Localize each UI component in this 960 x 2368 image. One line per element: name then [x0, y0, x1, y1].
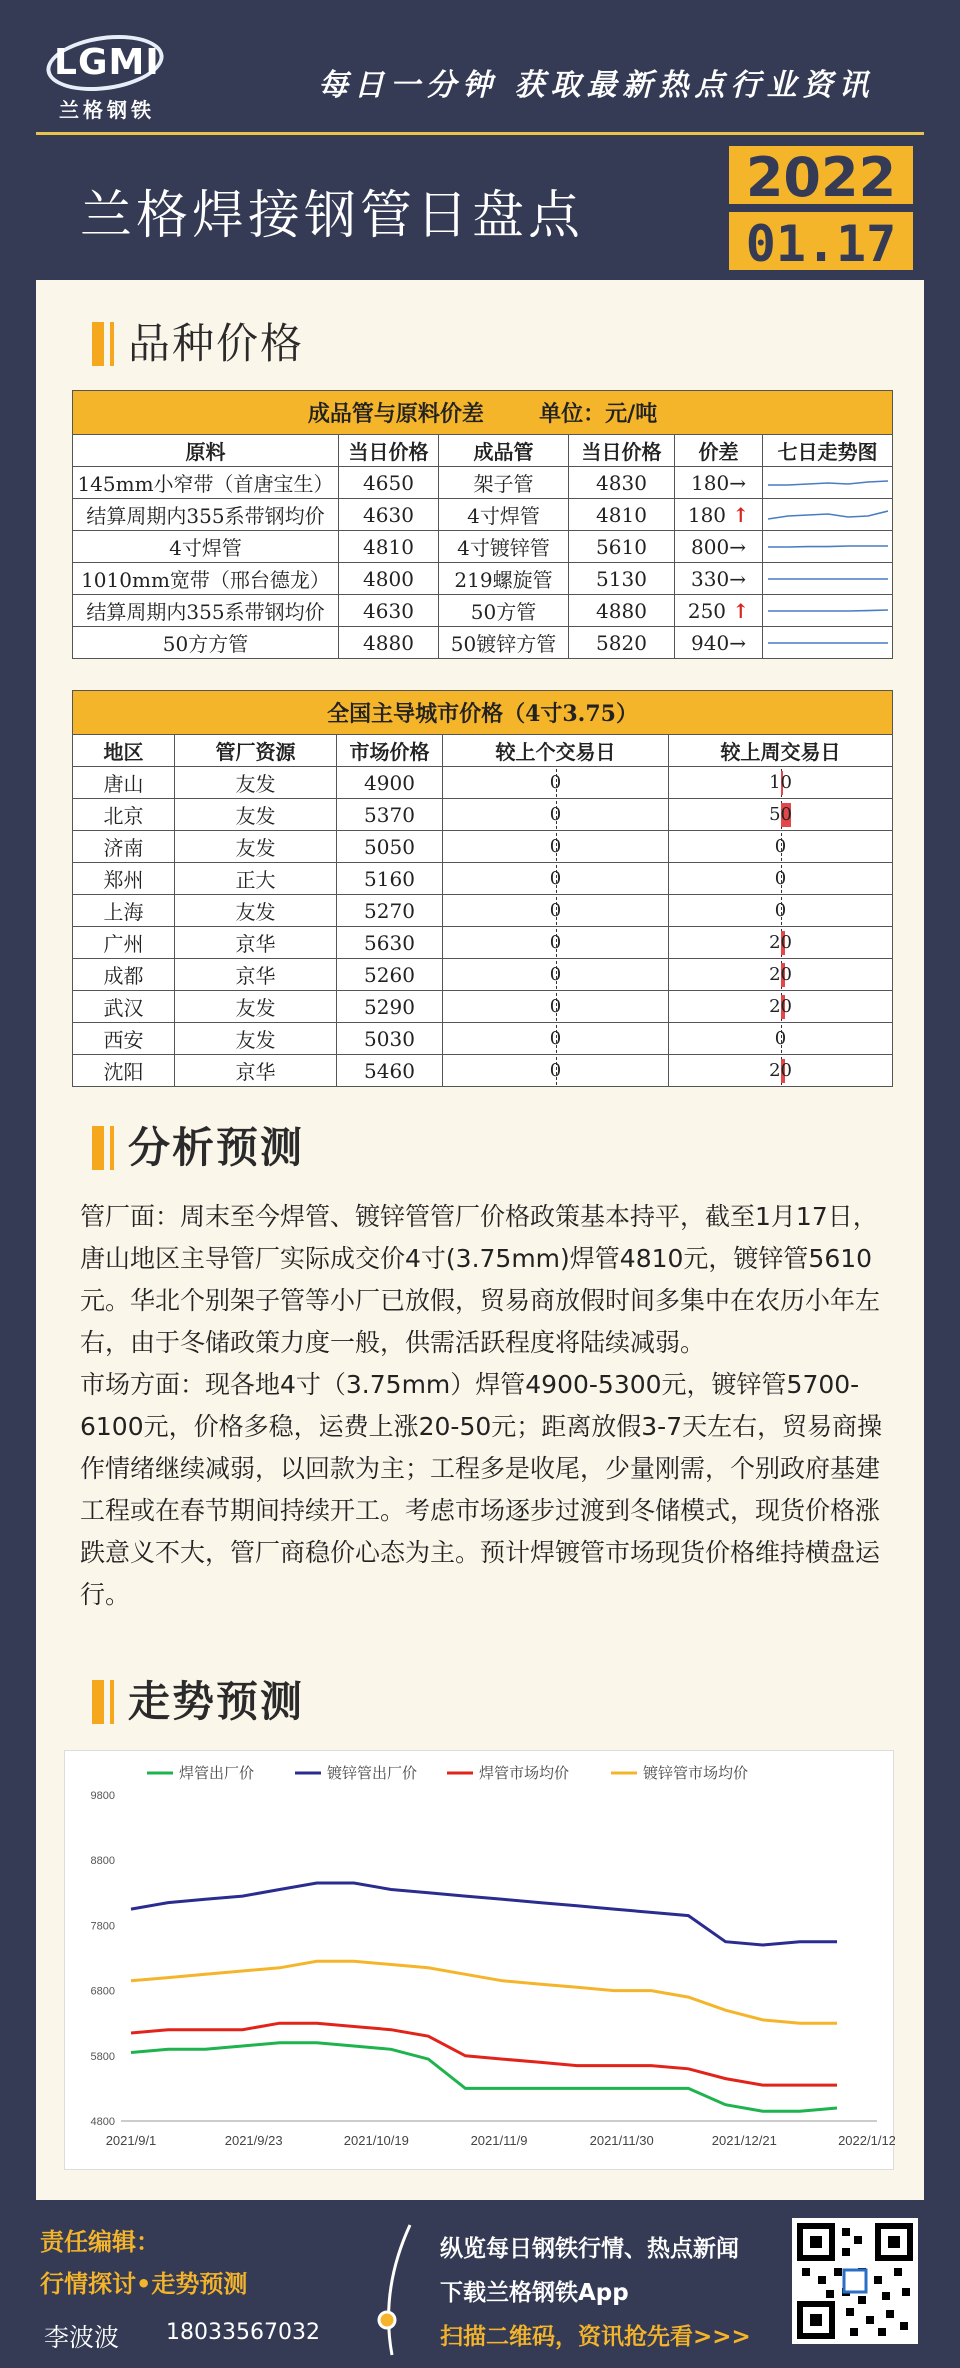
raw-material-cell: 结算周期内355系带钢均价 — [73, 595, 339, 627]
spread-value: 940→ — [691, 630, 746, 655]
change-week-cell — [669, 927, 893, 959]
col-header: 当日价格 — [569, 435, 675, 467]
mill-cell: 京华 — [175, 959, 337, 991]
spread-cell — [675, 467, 763, 499]
page-title: 兰格焊接钢管日盘点 — [80, 186, 585, 246]
y-tick-label: 4800 — [90, 2116, 115, 2128]
legend-label: 镀锌管出厂价 — [327, 1764, 418, 1782]
section-marker-icon — [92, 322, 104, 366]
change-week-cell — [669, 1055, 893, 1087]
city-cell: 西安 — [73, 1023, 175, 1055]
mill-cell: 正大 — [175, 863, 337, 895]
legend-label: 镀锌管市场均价 — [643, 1764, 749, 1782]
spread-value: 800→ — [691, 534, 746, 559]
section-marker-icon — [92, 1680, 104, 1724]
spread-cell — [675, 531, 763, 563]
change-day-cell — [443, 831, 669, 863]
sparkline-cell — [763, 563, 893, 595]
city-cell: 济南 — [73, 831, 175, 863]
change-day-cell — [443, 1055, 669, 1087]
mill-cell: 友发 — [175, 1023, 337, 1055]
footer-line-3[interactable]: 扫描二维码，资讯抢先看>>> — [440, 2324, 751, 2350]
raw-price-cell: 4630 — [339, 499, 439, 531]
change-day-cell — [443, 767, 669, 799]
title-banner — [36, 132, 924, 280]
change-week-cell — [669, 799, 893, 831]
logo-subtitle: 兰格钢铁 — [59, 98, 155, 122]
section-title: 分析预测 — [128, 1123, 305, 1172]
spread-title-text: 成品管与原料价差 — [307, 401, 484, 427]
sparkline-line — [768, 511, 888, 519]
change-week-cell — [669, 895, 893, 927]
series-line — [131, 2043, 837, 2111]
legend-label: 焊管出厂价 — [179, 1764, 255, 1782]
analysis-text — [80, 1196, 900, 1616]
brand-logo — [46, 36, 164, 122]
product-price-cell: 5610 — [569, 531, 675, 563]
change-day-cell — [443, 895, 669, 927]
raw-material-cell: 4寸焊管 — [73, 531, 339, 563]
raw-material-cell: 50方方管 — [73, 627, 339, 659]
city-row — [73, 895, 893, 927]
product-price-cell: 5130 — [569, 563, 675, 595]
market-price-cell: 5460 — [337, 1055, 443, 1087]
market-price-cell: 5030 — [337, 1023, 443, 1055]
change-value: 0 — [549, 932, 562, 953]
city-row — [73, 799, 893, 831]
spread-header-row — [73, 435, 893, 467]
city-table — [72, 690, 893, 1087]
city-row — [73, 959, 893, 991]
y-tick-label: 6800 — [90, 1985, 115, 1998]
product-cell: 架子管 — [439, 467, 569, 499]
spread-cell — [675, 627, 763, 659]
col-header: 地区 — [73, 735, 175, 767]
change-value: 0 — [549, 1060, 562, 1081]
sparkline-line — [768, 481, 888, 485]
col-header: 成品管 — [439, 435, 569, 467]
header-slogan: 每日一分钟 获取最新热点行业资讯 — [318, 68, 875, 103]
spread-cell — [675, 499, 763, 531]
market-price-cell: 5050 — [337, 831, 443, 863]
change-value: 20 — [769, 996, 792, 1017]
product-price-cell: 4830 — [569, 467, 675, 499]
col-header: 七日走势图 — [763, 435, 893, 467]
city-row — [73, 831, 893, 863]
city-cell: 广州 — [73, 927, 175, 959]
footer-editor-label: 责任编辑： — [40, 2228, 160, 2256]
market-price-cell: 5290 — [337, 991, 443, 1023]
series-line — [131, 2023, 837, 2085]
section-marker-icon — [110, 1126, 114, 1170]
raw-price-cell: 4810 — [339, 531, 439, 563]
x-tick-label: 2021/11/9 — [470, 2133, 528, 2148]
change-day-cell — [443, 863, 669, 895]
sparkline — [768, 505, 888, 525]
raw-material-cell: 1010mm宽带（邢台德龙） — [73, 563, 339, 595]
change-value: 0 — [549, 868, 562, 889]
sparkline — [768, 633, 888, 653]
analysis-paragraph: 市场方面：现各地4寸（3.75mm）焊管4900-5300元，镀锌管5700-6100元，价格多稳，运费上涨20-50元；距离放假3-7天左右，贸易商操作情绪继续减弱，以回款为主；工程多是收尾，少量刚需，个别政府基建工程或在春节期间持续开工。考虑市场逐步过渡到冬储模式，现货价格涨跌意义不大，管厂商稳价心态为主。预计焊镀管市场现货价格维持横盘运行。 — [80, 1370, 883, 1609]
change-value: 0 — [549, 1028, 562, 1049]
analysis-paragraph: 管厂面：周末至今焊管、镀锌管管厂价格政策基本持平，截至1月17日，唐山地区主导管厂实际成交价4寸(3.75mm)焊管4810元，镀锌管5610元。华北个别架子管等小厂已放假，贸易商放假时间多集中在农历小年左右，由于冬储政策力度一般，供需活跃程度将陆续减弱。 — [80, 1202, 881, 1357]
y-tick-label: 5800 — [90, 2050, 115, 2063]
spread-table-title — [73, 391, 893, 435]
spread-row — [73, 531, 893, 563]
col-header: 当日价格 — [339, 435, 439, 467]
change-value: 0 — [549, 900, 562, 921]
change-value: 0 — [549, 804, 562, 825]
y-tick-label: 8800 — [90, 1855, 115, 1868]
sparkline-line — [768, 546, 888, 547]
product-cell: 4寸焊管 — [439, 499, 569, 531]
city-cell: 沈阳 — [73, 1055, 175, 1087]
market-price-cell: 5630 — [337, 927, 443, 959]
x-tick-label: 2021/11/30 — [589, 2133, 654, 2148]
mill-cell: 友发 — [175, 991, 337, 1023]
footer — [0, 2200, 960, 2368]
change-value: 0 — [549, 964, 562, 985]
sparkline — [768, 537, 888, 557]
raw-material-cell: 结算周期内355系带钢均价 — [73, 499, 339, 531]
trend-chart-svg — [65, 1751, 895, 2171]
city-row — [73, 1055, 893, 1087]
sparkline — [768, 569, 888, 589]
change-week-cell — [669, 1023, 893, 1055]
city-cell: 武汉 — [73, 991, 175, 1023]
change-value: 0 — [549, 836, 562, 857]
trend-chart — [64, 1750, 894, 2170]
product-price-cell: 5820 — [569, 627, 675, 659]
col-header: 管厂资源 — [175, 735, 337, 767]
sparkline-cell — [763, 499, 893, 531]
change-week-cell — [669, 767, 893, 799]
city-cell: 成都 — [73, 959, 175, 991]
city-row — [73, 927, 893, 959]
mill-cell: 友发 — [175, 799, 337, 831]
qr-code-icon — [792, 2218, 918, 2344]
spread-row — [73, 499, 893, 531]
change-week-cell — [669, 991, 893, 1023]
series-line — [131, 1883, 837, 1945]
change-value: 10 — [769, 772, 792, 793]
section-marker-icon — [92, 1126, 104, 1170]
col-header: 较上周交易日 — [669, 735, 893, 767]
spread-value: 330→ — [691, 566, 746, 591]
mill-cell: 京华 — [175, 1055, 337, 1087]
city-cell: 上海 — [73, 895, 175, 927]
spread-row — [73, 467, 893, 499]
section-marker-icon — [110, 1680, 114, 1724]
change-day-cell — [443, 991, 669, 1023]
change-value: 0 — [774, 868, 787, 889]
spread-table — [72, 390, 893, 659]
y-tick-label: 7800 — [90, 1920, 115, 1933]
x-tick-label: 2021/9/23 — [224, 2133, 283, 2148]
product-price-cell: 4810 — [569, 499, 675, 531]
spread-value: 180→ — [691, 470, 746, 495]
spread-cell — [675, 563, 763, 595]
market-price-cell: 4900 — [337, 767, 443, 799]
city-cell: 北京 — [73, 799, 175, 831]
spread-table-title-row — [73, 391, 893, 435]
city-row — [73, 767, 893, 799]
market-price-cell: 5260 — [337, 959, 443, 991]
city-header-row — [73, 735, 893, 767]
spread-value: 180 — [687, 502, 727, 527]
date-month-day: 01.17 — [726, 209, 916, 273]
section-title: 品种价格 — [128, 319, 305, 368]
sparkline — [768, 473, 888, 493]
footer-phone: 18033567032 — [166, 2320, 320, 2345]
footer-line-1: 纵览每日钢铁行情、热点新闻 — [440, 2236, 739, 2262]
col-header: 较上个交易日 — [443, 735, 669, 767]
date-year: 2022 — [726, 143, 916, 207]
mill-cell: 友发 — [175, 895, 337, 927]
section-marker-icon — [110, 322, 114, 366]
product-cell: 50方管 — [439, 595, 569, 627]
x-tick-label: 2021/12/21 — [711, 2133, 777, 2148]
col-header: 原料 — [73, 435, 339, 467]
raw-price-cell: 4800 — [339, 563, 439, 595]
sparkline-cell — [763, 595, 893, 627]
qr-code[interactable] — [792, 2218, 918, 2344]
change-day-cell — [443, 959, 669, 991]
spread-unit-text: 单位：元/吨 — [539, 401, 658, 427]
footer-editor-name: 李波波 — [44, 2323, 120, 2352]
city-cell: 郑州 — [73, 863, 175, 895]
change-value: 50 — [769, 804, 792, 825]
change-value: 0 — [549, 772, 562, 793]
sparkline-line — [768, 610, 888, 611]
mill-cell: 友发 — [175, 767, 337, 799]
footer-curve-icon — [370, 2220, 430, 2360]
footer-column-label: 行情探讨•走势预测 — [40, 2270, 248, 2298]
sparkline-cell — [763, 627, 893, 659]
series-line — [131, 1961, 837, 2023]
change-week-cell — [669, 959, 893, 991]
date-badge — [726, 143, 916, 273]
spread-row — [73, 595, 893, 627]
change-value: 0 — [549, 996, 562, 1017]
col-header: 市场价格 — [337, 735, 443, 767]
change-value: 20 — [769, 932, 792, 953]
logo-text: LGMI — [54, 42, 160, 83]
city-table-title: 全国主导城市价格（4寸3.75） — [73, 691, 893, 735]
change-value: 0 — [774, 1028, 787, 1049]
market-price-cell: 5160 — [337, 863, 443, 895]
market-price-cell: 5370 — [337, 799, 443, 831]
change-value: 20 — [769, 1060, 792, 1081]
city-row — [73, 991, 893, 1023]
change-value: 0 — [774, 836, 787, 857]
spread-row — [73, 563, 893, 595]
change-week-cell — [669, 831, 893, 863]
spread-row — [73, 627, 893, 659]
arrow-up-icon: ↑ — [732, 502, 750, 527]
raw-material-cell: 145mm小窄带（首唐宝生） — [73, 467, 339, 499]
market-price-cell: 5270 — [337, 895, 443, 927]
city-table-title-row — [73, 691, 893, 735]
product-cell: 219螺旋管 — [439, 563, 569, 595]
raw-price-cell: 4880 — [339, 627, 439, 659]
mill-cell: 京华 — [175, 927, 337, 959]
sparkline — [768, 601, 888, 621]
sparkline-cell — [763, 531, 893, 563]
mill-cell: 友发 — [175, 831, 337, 863]
spread-value: 250 — [687, 598, 727, 623]
x-tick-label: 2021/10/19 — [343, 2133, 409, 2148]
change-day-cell — [443, 799, 669, 831]
change-week-cell — [669, 863, 893, 895]
city-row — [73, 863, 893, 895]
city-row — [73, 1023, 893, 1055]
raw-price-cell: 4630 — [339, 595, 439, 627]
change-value: 0 — [774, 900, 787, 921]
spread-cell — [675, 595, 763, 627]
legend-label: 焊管市场均价 — [479, 1764, 570, 1782]
change-value: 20 — [769, 964, 792, 985]
footer-line-2: 下载兰格钢铁App — [440, 2280, 629, 2306]
arrow-up-icon: ↑ — [732, 598, 750, 623]
product-price-cell: 4880 — [569, 595, 675, 627]
raw-price-cell: 4650 — [339, 467, 439, 499]
x-tick-label: 2022/1/12 — [838, 2133, 895, 2148]
product-cell: 50镀锌方管 — [439, 627, 569, 659]
sparkline-cell — [763, 467, 893, 499]
city-cell: 唐山 — [73, 767, 175, 799]
x-tick-label: 2021/9/1 — [105, 2133, 157, 2148]
section-title: 走势预测 — [128, 1677, 305, 1726]
change-day-cell — [443, 927, 669, 959]
product-cell: 4寸镀锌管 — [439, 531, 569, 563]
y-tick-label: 9800 — [90, 1790, 115, 1802]
col-header: 价差 — [675, 435, 763, 467]
change-day-cell — [443, 1023, 669, 1055]
